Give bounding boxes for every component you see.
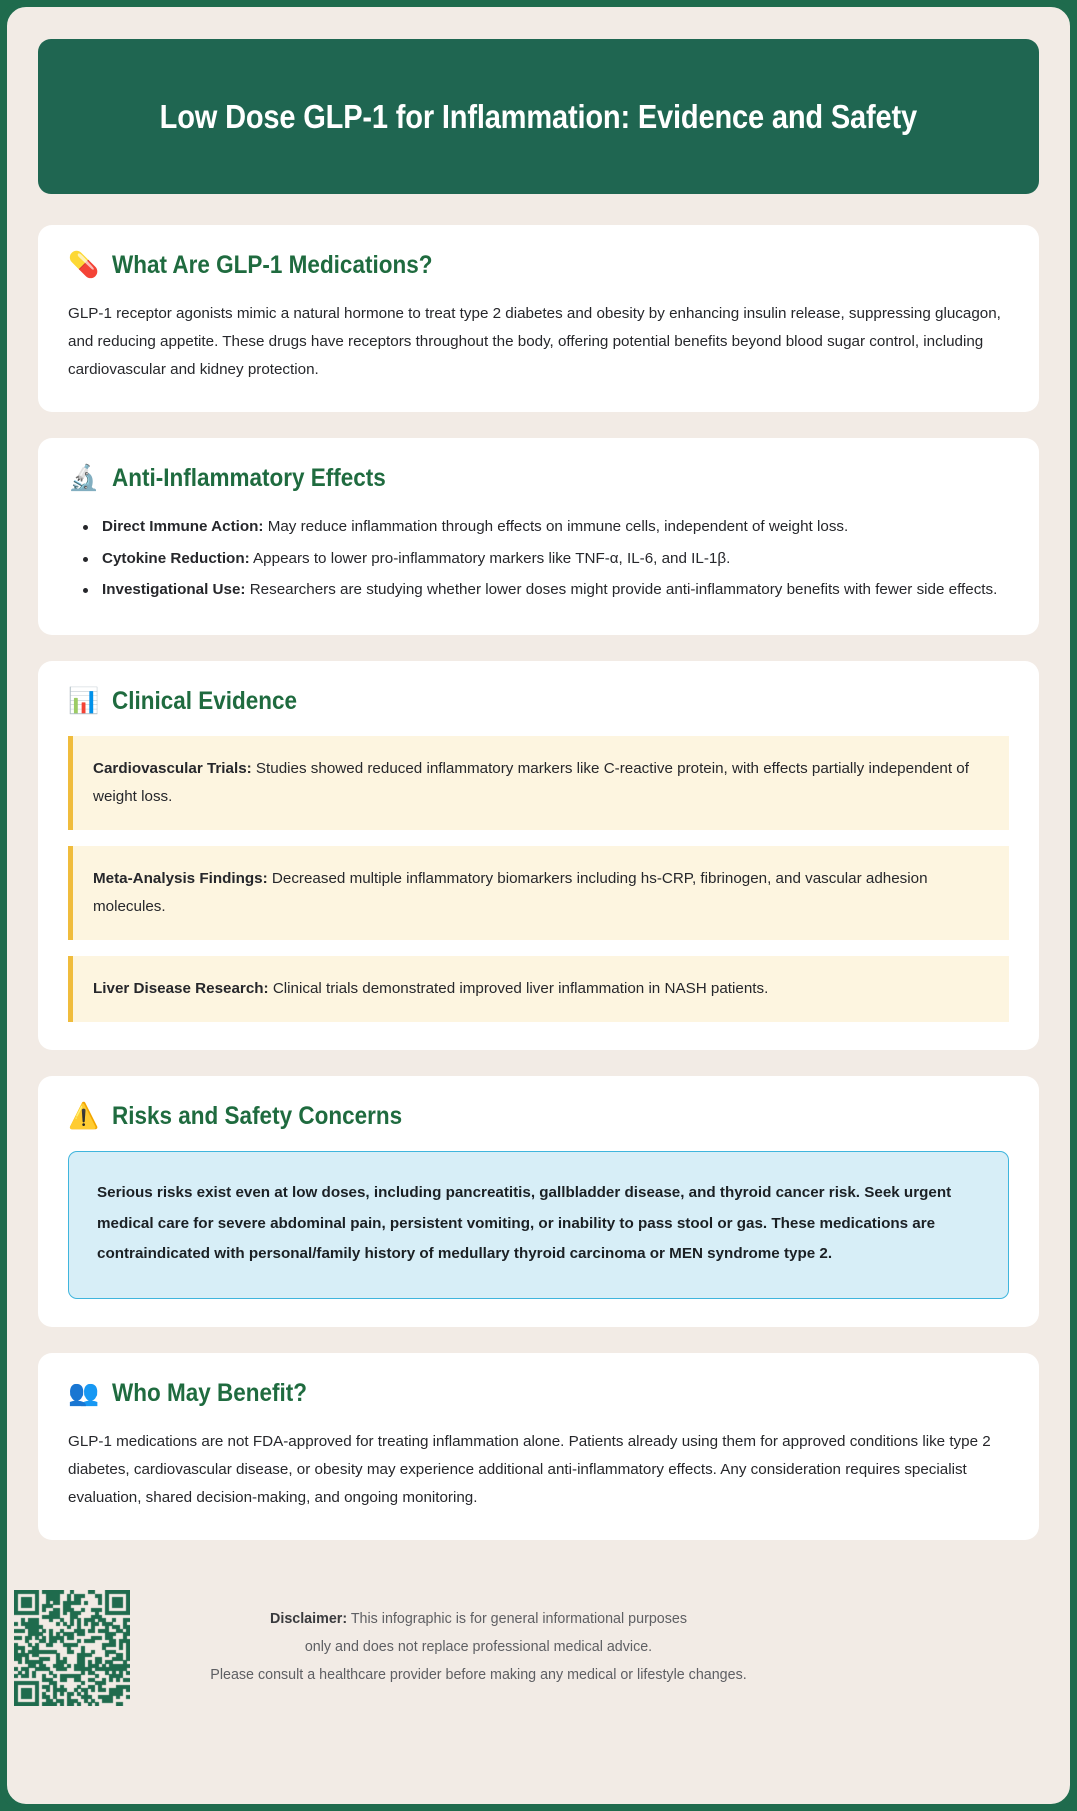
section-header-anti-inflammatory (68, 464, 1009, 493)
section-body-who-benefits: GLP-1 medications are not FDA-approved for treating inflammation alone. Patients already using them for approved conditions like type 2 diabetes, cardiovascular disease, or obesity may experience additional anti-inflammatory effects. Any consideration requires specialist evaluation, shared decision-making, and ongoing monitoring. (68, 1432, 991, 1506)
section-title-who-benefits: Who May Benefit? (112, 1378, 308, 1407)
card-what-are-glp1 (38, 225, 1039, 412)
section-title-risks: Risks and Safety Concerns (112, 1102, 403, 1131)
section-title-anti-inflammatory: Anti-Inflammatory Effects (112, 464, 386, 493)
section-title-clinical-evidence: Clinical Evidence (112, 686, 298, 715)
bullet-lead: Direct Immune Action: (102, 518, 264, 536)
card-clinical-evidence (38, 661, 1039, 1051)
bar-chart-icon: 📊 (68, 686, 100, 715)
qr-code (14, 1590, 130, 1706)
evidence-lead: Liver Disease Research: (93, 980, 269, 998)
evidence-text: Clinical trials demonstrated improved liver inflammation in NASH patients. (268, 980, 769, 998)
page-title: Low Dose GLP-1 for Inflammation: Evidence and Safety (159, 97, 918, 135)
disclaimer-lead: Disclaimer: (270, 1610, 348, 1627)
section-header-risks (68, 1102, 1009, 1131)
disclaimer (38, 1582, 1039, 1690)
microscope-icon: 🔬 (68, 464, 100, 493)
pill-icon: 💊 (68, 251, 100, 279)
evidence-lead: Cardiovascular Trials: (93, 759, 252, 777)
bullet-lead: Investigational Use: (102, 580, 246, 598)
evidence-block (68, 956, 1009, 1022)
bullet-lead: Cytokine Reduction: (102, 549, 250, 567)
section-body-what-are-glp1: GLP-1 receptor agonists mimic a natural hormone to treat type 2 diabetes and obesity by enhancing insulin release, suppressing glucagon, and reducing appetite. These drugs have receptors throughout the body, offering potential benefits beyond blood sugar control, including cardiovascular and kidney protection. (68, 305, 1001, 379)
bullet-text: Researchers are studying whether lower doses might provide anti-inflammatory benefits with fewer side effects. (245, 580, 998, 598)
section-header-what-are-glp1 (68, 251, 1009, 280)
disclaimer-line-3: Please consult a healthcare provider before making any medical or lifestyle changes. (210, 1666, 747, 1683)
evidence-text: Studies showed reduced inflammatory markers like C-reactive protein, with effects partially independent of weight loss. (93, 759, 969, 805)
warning-triangle-icon: ⚠️ (68, 1102, 100, 1131)
section-title-what-are-glp1: What Are GLP-1 Medications? (112, 251, 433, 279)
risk-alert-box: Serious risks exist even at low doses, including pancreatitis, gallbladder disease, and thyroid cancer risk. Seek urgent medical care for severe abdominal pain, persistent vomiting, or inability to pass stool or gas. These medications are contraindicated with personal/family history of medullary thyroid carcinoma or MEN syndrome type 2. (68, 1151, 1009, 1298)
card-anti-inflammatory-effects (38, 438, 1039, 634)
evidence-block (68, 736, 1009, 830)
anti-inflammatory-bullet-list (68, 513, 1009, 603)
card-who-may-benefit (38, 1353, 1039, 1540)
list-item (76, 545, 1009, 573)
evidence-block (68, 846, 1009, 940)
bullet-text: May reduce inflammation through effects on immune cells, independent of weight loss. (263, 518, 849, 536)
list-item (76, 513, 1009, 541)
section-header-who-benefits (68, 1379, 1009, 1408)
list-item (76, 576, 1009, 604)
header-banner (38, 39, 1039, 194)
disclaimer-line-2: only and does not replace professional medical advice. (304, 1638, 653, 1655)
card-risks-and-safety (38, 1076, 1039, 1326)
bullet-text: Appears to lower pro-inflammatory markers like TNF-α, IL-6, and IL-1β. (249, 549, 731, 567)
two-people-icon: 👥 (68, 1378, 100, 1407)
evidence-lead: Meta-Analysis Findings: (93, 870, 268, 887)
footer (38, 1566, 1039, 1716)
disclaimer-line-1 (38, 1606, 919, 1634)
disclaimer-text-1: This infographic is for general informational purposes (347, 1610, 687, 1627)
evidence-text: Decreased multiple inflammatory biomarkers including hs-CRP, fibrinogen, and vascular adhesion molecules. (93, 870, 928, 916)
section-header-clinical-evidence (68, 687, 1009, 716)
